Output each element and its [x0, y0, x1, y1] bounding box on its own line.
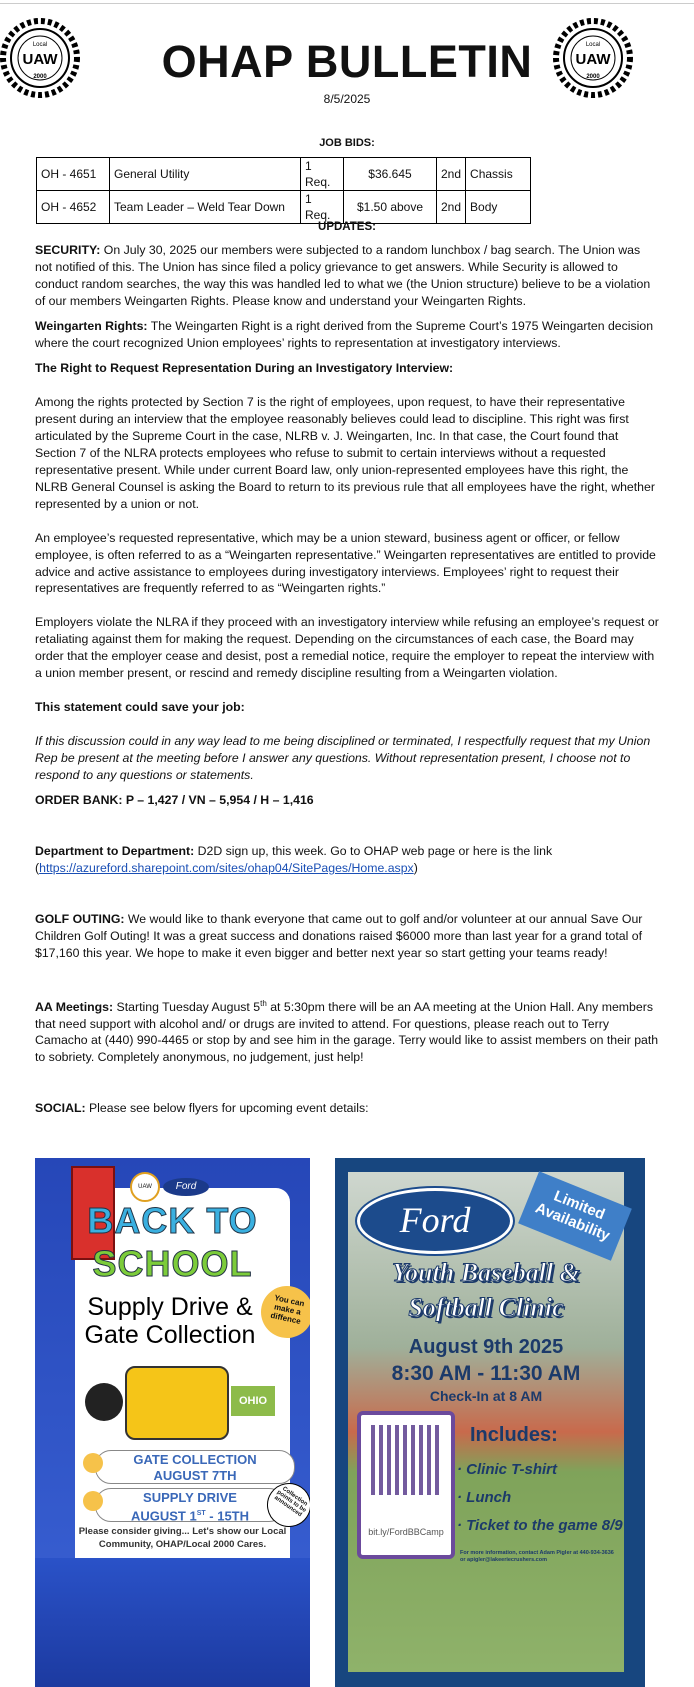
aa-text: Starting Tuesday August 5	[113, 999, 261, 1014]
ohap-sharepoint-link[interactable]: https://azureford.sharepoint.com/sites/ohap04/SitePages/Home.aspx	[39, 860, 414, 875]
youth-baseball-flyer	[335, 1158, 645, 1687]
ford-logo: Ford	[163, 1178, 209, 1196]
contact-info: For more information, contact Adam Pigler at 440-934-3636 or apigler@lakeeriecrushers.com	[460, 1550, 614, 1563]
right-heading-text: The Right to Request Representation During an Investigatory Interview:	[35, 361, 454, 376]
social-label: SOCIAL:	[35, 1101, 86, 1116]
social-paragraph	[35, 1100, 660, 1117]
back-to-school-flyer	[35, 1158, 310, 1687]
table-row	[37, 158, 531, 191]
paragraph-2: An employee’s requested representative, which may be a union steward, business agent or officer, or fellow employee, is often referred to as a “Weingarten representative.” Weingarten representatives are entitled to provide advice and active assistance to employees during investigatory interviews. Employees’ right to request their representatives are frequently referred to as “Weingarten rights.”	[35, 530, 656, 596]
bulletin-title: OHAP BULLETIN	[161, 36, 533, 87]
bid-rate: $36.645	[344, 158, 437, 191]
security-label: SECURITY:	[35, 243, 101, 257]
ford-logo: Ford	[357, 1188, 513, 1254]
golf-label: GOLF OUTING:	[35, 911, 125, 926]
clinic-date: August 9th 2025	[408, 1336, 564, 1358]
includes-heading: Includes:	[470, 1424, 558, 1446]
table-row	[37, 191, 531, 224]
aa-text-cont: at 5:30pm there will be an AA meeting at the Union Hall. Any members that need support with alcohol and/ or drugs are invited to attend. For questions, please reach out to Terry Camacho at (440) 990-4465 or stop by and see him in the garage. Terry would like to assist members on their path to sobriety. Completely anonymous, no judgement, just help!	[35, 999, 659, 1065]
top-border	[0, 3, 694, 4]
school-supplies-illustration	[35, 1558, 310, 1687]
supply-drive-box	[95, 1488, 285, 1522]
limited-availability-badge: Limited Availability	[518, 1171, 632, 1260]
weingarten-paragraph	[35, 318, 660, 352]
flyer-title-2: SCHOOL	[92, 1243, 253, 1284]
statement: If this discussion could in any way lead to me being disciplined or terminated, I respectfully request that my Union Rep be present at the meeting before I answer any questions. Without representation present, I choose not to respond to any questions or statements.	[35, 733, 651, 782]
order-bank	[35, 792, 660, 809]
bullet-dot	[83, 1453, 103, 1473]
aa-paragraph	[35, 996, 660, 1067]
social-text: Please see below flyers for upcoming event details:	[85, 1101, 369, 1116]
supply-line-2	[96, 1506, 284, 1524]
weingarten-label: Weingarten Rights:	[35, 319, 148, 334]
include-item: · Lunch	[457, 1489, 512, 1506]
svg-text:2000: 2000	[33, 74, 47, 80]
golf-paragraph	[35, 911, 660, 962]
svg-text:UAW: UAW	[575, 51, 611, 68]
d2d-close: )	[413, 860, 418, 875]
includes-list	[457, 1456, 623, 1540]
svg-text:UAW: UAW	[22, 51, 58, 68]
statement-heading-text: This statement could save your job:	[35, 699, 245, 714]
school-bus-icon	[125, 1366, 229, 1440]
gate-line-1: GATE COLLECTION	[133, 1452, 257, 1467]
bid-shift: 2nd	[437, 158, 466, 191]
qr-link[interactable]: bit.ly/FordBBCamp	[368, 1527, 444, 1537]
statement-heading	[35, 699, 660, 716]
weingarten-text: The Weingarten Right is a right derived from the Supreme Court’s 1975 Weingarten decision where the court recognized Union employees’ rights to representation at investigatory interviews.	[35, 319, 654, 351]
include-item: · Ticket to the game 8/9	[457, 1517, 623, 1534]
bid-job-title: General Utility	[110, 158, 301, 191]
include-item: · Clinic T-shirt	[457, 1461, 558, 1478]
svg-text:Local: Local	[32, 42, 48, 48]
bulletin-date: 8/5/2025	[323, 92, 371, 106]
updates-body	[35, 242, 660, 1126]
flyer-title-1: BACK TO	[87, 1200, 258, 1241]
supply-sup: ST	[196, 1510, 206, 1517]
supply-date-start: AUGUST 1	[130, 1508, 197, 1524]
security-paragraph	[35, 242, 660, 310]
qr-code-card[interactable]	[357, 1411, 455, 1559]
gate-line-2: AUGUST 7TH	[153, 1468, 237, 1483]
difference-burst: You can make a diffence	[256, 1281, 310, 1343]
flyer-subtitle-2: Gate Collection	[84, 1321, 256, 1349]
bid-req: 1 Req.	[301, 158, 344, 191]
d2d-label: Department to Department:	[35, 843, 195, 858]
security-text: On July 30, 2025 our members were subjected to a random lunchbox / bag search. The Union was not notified of this. The Union has since filed a policy grievance to get answers. While Security is allowed to conduct random searches, the way this was handled led to what we (the Union structure) believe to be a violation of our members Weingarten Rights. Please know and understand your Weingarten Rights.	[35, 243, 651, 308]
local-2000-logo	[85, 1383, 123, 1421]
right-heading	[35, 360, 660, 377]
order-bank-text: ORDER BANK: P – 1,427 / VN – 5,954 / H – 1,416	[35, 793, 314, 808]
uaw-logo: UAW	[130, 1172, 160, 1202]
bid-number: OH - 4651	[37, 158, 110, 191]
aa-sup: th	[260, 998, 267, 1008]
golf-text: We would like to thank everyone that came out to golf and/or volunteer at our annual Save Our Children Golf Outing! It was a great success and donations raised $6000 more than last year for a grand total of $17,160 this year. We hope to make it even bigger and better next year so start getting your teams ready!	[35, 911, 643, 960]
bid-rate: $1.50 above	[344, 191, 437, 224]
updates-heading: UPDATES:	[318, 221, 376, 233]
bid-shift: 2nd	[437, 191, 466, 224]
qr-code-icon	[371, 1425, 441, 1495]
svg-text:2000: 2000	[586, 74, 600, 80]
supply-line-1: SUPPLY DRIVE	[143, 1490, 237, 1505]
supply-date-end: - 15TH	[205, 1508, 250, 1524]
bid-job-title: Team Leader – Weld Tear Down	[110, 191, 301, 224]
ohio-logo: OHIO	[231, 1386, 275, 1416]
bid-department: Chassis	[466, 158, 531, 191]
bid-number: OH - 4652	[37, 191, 110, 224]
flyer-footer: Please consider giving... Let's show our Local Community, OHAP/Local 2000 Cares.	[78, 1526, 287, 1550]
bid-req: 1 Req.	[301, 191, 344, 224]
bullet-dot	[83, 1491, 103, 1511]
paragraph-3: Employers violate the NLRA if they proceed with an investigatory interview while refusing an employee’s request or retaliating against them for making the request. Depending on the circumstances of each case, the Board may order that the employer cease and desist, post a remedial notice, require the employer to repeat the interview with a union member present, or rescind and remedy discipline resulting from a Weingarten violation.	[35, 615, 659, 681]
flyer-title-2: Softball Clinic	[408, 1293, 564, 1322]
svg-text:Local: Local	[585, 42, 601, 48]
job-bids-heading: JOB BIDS:	[319, 137, 375, 149]
d2d-text: D2D sign up, this week. Go to OHAP web page or here is the link (	[35, 843, 553, 875]
check-in-time: Check-In at 8 AM	[429, 1388, 543, 1404]
job-bids-table	[36, 157, 531, 224]
flyer-title-1: Youth Baseball &	[392, 1258, 580, 1287]
flyer-subtitle-1: Supply Drive &	[87, 1293, 253, 1321]
bid-department: Body	[466, 191, 531, 224]
collection-points-bubble: Collection points to be announced	[258, 1474, 310, 1535]
aa-label: AA Meetings:	[35, 999, 114, 1014]
paragraph-1: Among the rights protected by Section 7 is the right of employees, upon request, to have their representative present during an interview that the employee reasonably believes could lead to discipline. This right was first articulated by the Supreme Court in the case, NLRB v. J. Weingarten, Inc. In that case, the Court found that Section 7 of the NLRA protects employees who refuse to submit to certain interviews without a requested representative present. While under current Board law, only union-represented employees have this right, the NLRB General Counsel is asking the Board to return to its previous rule that all employees have the right, whether represented by a union or not.	[35, 395, 655, 511]
gate-collection-box	[95, 1450, 295, 1484]
d2d-paragraph	[35, 843, 660, 877]
clinic-time: 8:30 AM - 11:30 AM	[391, 1362, 581, 1385]
